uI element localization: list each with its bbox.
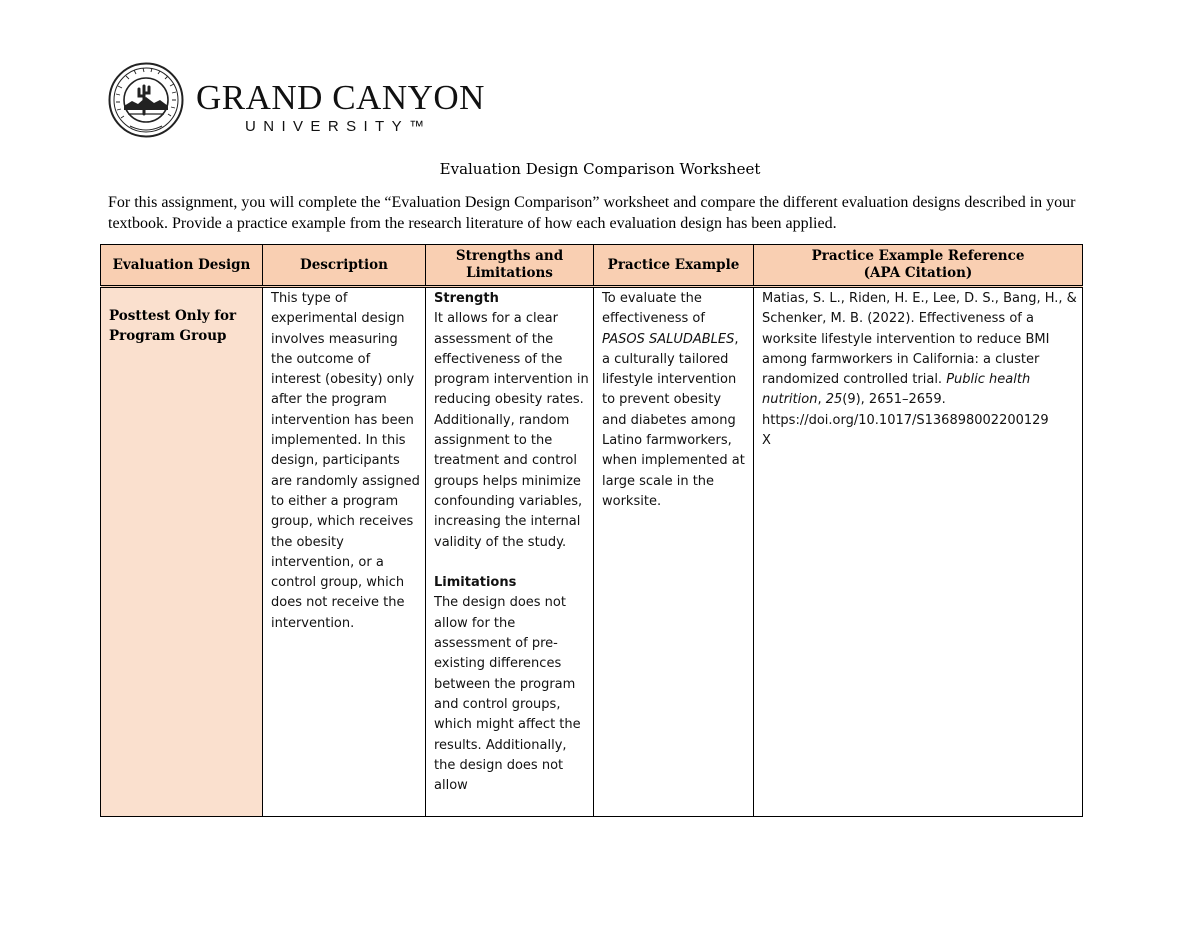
practice-example-cell xyxy=(594,287,754,817)
comparison-table xyxy=(100,244,1083,817)
university-logo xyxy=(108,62,488,138)
practice-example-text: To evaluate the effectiveness of PASOS SALUDABLES, a culturally tailored lifestyle intervention to prevent obesity and diabetes among Latino farmworkers, when implemented at large scale in the worksite. xyxy=(602,291,745,509)
strength-text: It allows for a clear assessment of the effectiveness of the program intervention in reducing obesity rates. Additionally, random assignment to the treatment and control groups helps minimize confounding variables, increasing the internal validity of the study. xyxy=(434,311,589,550)
header-evaluation-design: Evaluation Design xyxy=(101,245,263,287)
design-name: Posttest Only for Program Group xyxy=(109,308,237,344)
strength-heading: Strength xyxy=(434,291,499,306)
assignment-instructions: For this assignment, you will complete the “Evaluation Design Comparison” worksheet and compare the different evaluation designs described in your textbook. Provide a practice example from the research literature of how each evaluation design has been applied. xyxy=(108,194,1076,232)
header-description: Description xyxy=(263,245,426,287)
university-name: GRAND CANYON xyxy=(196,78,485,117)
reference-cell xyxy=(754,287,1083,817)
description-cell xyxy=(263,287,426,817)
limitations-text: The design does not allow for the assessment of pre-existing differences between the program and control groups, which might affect the results. Additionally, the design does not allow xyxy=(434,595,581,794)
header-reference: Practice Example Reference (APA Citation) xyxy=(754,245,1083,287)
strengths-limitations-cell xyxy=(426,287,594,817)
table-header-row xyxy=(101,245,1083,287)
limitations-heading: Limitations xyxy=(434,575,517,591)
university-subtitle: UNIVERSITY™ xyxy=(245,118,432,135)
doi-link: https://doi.org/10.1017/S136898002200129 xyxy=(762,412,1049,428)
header-practice-example: Practice Example xyxy=(594,245,754,287)
design-cell xyxy=(101,287,263,817)
header-strengths-limitations: Strengths and Limitations xyxy=(426,245,594,287)
description-text: This type of experimental design involves measuring the outcome of interest (obesity) only after the program intervention has been implemented. In this design, participants are randomly assigned to either a program group, which receives the obesity intervention, or a control group, which does not receive the intervention. xyxy=(271,291,420,631)
page-title: Evaluation Design Comparison Worksheet xyxy=(439,160,761,178)
apa-citation: Matias, S. L., Riden, H. E., Lee, D. S., Bang, H., & Schenker, M. B. (2022). Effectiveness of a worksite lifestyle intervention to reduce BMI among farmworkers in California: a cluster randomized controlled trial. Public health nutrition, 25(9), 2651–2659. https://doi.org/10.1017/S136898002200129 X xyxy=(762,291,1077,449)
table-row xyxy=(101,287,1083,817)
university-seal-icon xyxy=(108,62,184,138)
